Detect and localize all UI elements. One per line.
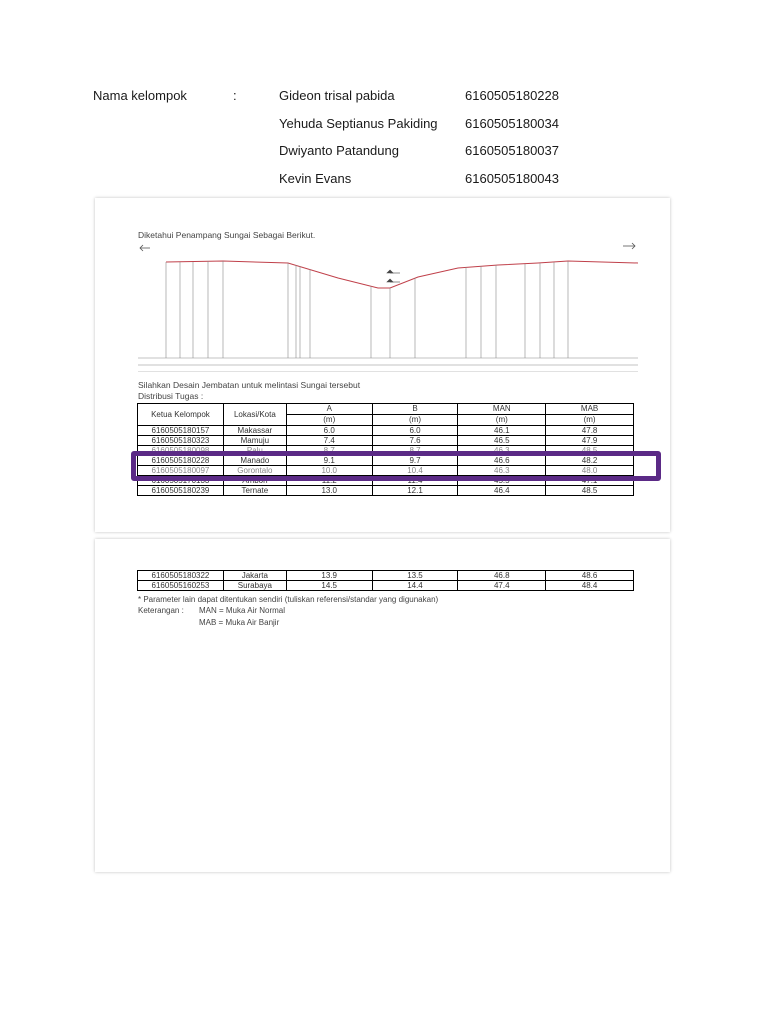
unit-cell: (m) [286,415,372,426]
cell: 46.1 [458,426,546,436]
table-row [138,486,634,496]
member-nim: 6160505180034 [465,116,559,131]
member-nim: 6160505180037 [465,143,559,158]
cell: 6160505170133 [138,476,224,486]
cell: 48.6 [546,571,634,581]
member-name: Kevin Evans [279,171,352,186]
group-row-4 [0,171,768,191]
cell: 8.7 [286,446,372,456]
member-name: Gideon trisal pabida [279,88,395,103]
header-a: A [286,404,372,415]
header-lokasi: Lokasi/Kota [223,404,286,426]
cell: Makassar [223,426,286,436]
cell: 48.2 [546,456,634,466]
cell: Palu [223,446,286,456]
cell: 6160505180323 [138,436,224,446]
group-label: Nama kelompok [93,88,187,103]
cell: 8.7 [372,446,458,456]
cell: 13.5 [372,571,458,581]
highlight-box [131,451,661,481]
cell: 47.1 [546,476,634,486]
station-lines [166,261,568,358]
cell: Ambon [223,476,286,486]
cell: 12.1 [372,486,458,496]
cell: 6160505180098 [138,446,224,456]
cell: 10.4 [372,466,458,476]
cell: Jakarta [223,571,286,581]
cell: 14.5 [286,581,372,591]
cell: 13.0 [286,486,372,496]
cell: 6.0 [372,426,458,436]
cell: 7.4 [286,436,372,446]
table-header-row [138,404,634,415]
cell: 11.4 [372,476,458,486]
cell: 47.4 [458,581,546,591]
cell: 6160505180228 [138,456,224,466]
unit-cell: (m) [458,415,546,426]
group-row-3 [0,143,768,163]
table-row [138,426,634,436]
header-b: B [372,404,458,415]
group-row-2 [0,116,768,136]
cell: Manado [223,456,286,466]
cell: Surabaya [223,581,286,591]
member-nim: 6160505180228 [465,88,559,103]
distribution-label: Distribusi Tugas : [138,391,204,401]
group-row-1 [0,88,768,108]
cell: 10.0 [286,466,372,476]
cell: 46.8 [458,571,546,581]
right-arrow-icon [623,243,635,249]
cell: 46.3 [458,466,546,476]
river-profile-line [166,261,638,288]
cell: 7.6 [372,436,458,446]
distribution-table-continued [137,570,634,591]
cell: 47.9 [546,436,634,446]
header-ketua: Ketua Kelompok [138,404,224,426]
cell: 48.5 [546,446,634,456]
group-colon: : [233,88,237,103]
cell: 14.4 [372,581,458,591]
cell: Gorontalo [223,466,286,476]
left-arrow-icon [140,245,150,251]
cell: 46.3 [458,446,546,456]
cell: 48.0 [546,466,634,476]
cell: 6160505180239 [138,486,224,496]
cell: 6160505180097 [138,466,224,476]
header-mab: MAB [546,404,634,415]
doc-instruction: Silahkan Desain Jembatan untuk melintasi Sungai tersebut [138,380,361,390]
cell: 6.0 [286,426,372,436]
cell: Mamuju [223,436,286,446]
table-row [138,581,634,591]
cell: 45.5 [458,476,546,486]
cell: 13.9 [286,571,372,581]
distribution-table [137,403,634,496]
legend-man: MAN = Muka Air Normal [199,606,286,615]
header-man: MAN [458,404,546,415]
cell: 11.2 [286,476,372,486]
unit-cell: (m) [372,415,458,426]
cell: 9.7 [372,456,458,466]
cell: 46.4 [458,486,546,496]
water-level-marks [387,270,400,282]
cell: 46.6 [458,456,546,466]
legend-label: Keterangan : [138,606,184,615]
parameter-note: * Parameter lain dapat ditentukan sendiri (tuliskan referensi/standar yang digunakan) [138,595,439,604]
member-nim: 6160505180043 [465,171,559,186]
cell: 6160505180157 [138,426,224,436]
table-row [138,571,634,581]
legend-mab: MAB = Muka Air Banjir [199,618,280,627]
river-cross-section [138,240,643,372]
cell: 46.5 [458,436,546,446]
member-name: Yehuda Septianus Pakiding [279,116,438,131]
cell: 48.4 [546,581,634,591]
cell: 47.8 [546,426,634,436]
cell: 9.1 [286,456,372,466]
member-name: Dwiyanto Patandung [279,143,399,158]
unit-cell: (m) [546,415,634,426]
cell: 6160505160253 [138,581,224,591]
cell: 6160505180322 [138,571,224,581]
doc-heading: Diketahui Penampang Sungai Sebagai Berikut. [138,230,316,240]
cell: Ternate [223,486,286,496]
station-table [138,358,638,372]
cell: 48.5 [546,486,634,496]
table-row [138,436,634,446]
